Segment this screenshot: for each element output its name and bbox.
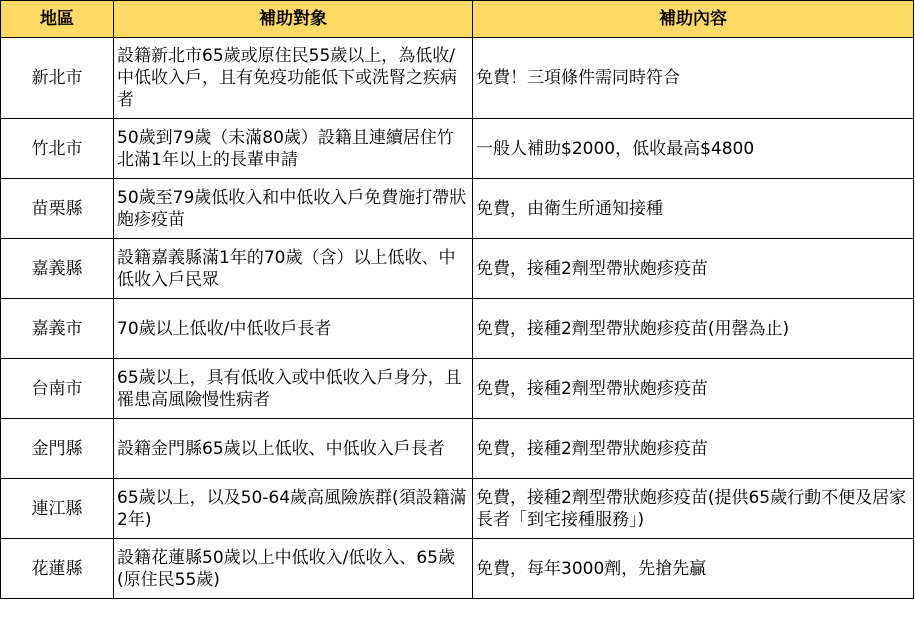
region-cell: 新北市 bbox=[1, 38, 114, 119]
content-cell: 免費，接種2劑型帶狀皰疹疫苗 bbox=[473, 359, 914, 419]
content-cell: 免費，接種2劑型帶狀皰疹疫苗 bbox=[473, 419, 914, 479]
target-cell: 50歲至79歲低收入和中低收入戶免費施打帶狀皰疹疫苗 bbox=[114, 179, 473, 239]
region-cell: 連江縣 bbox=[1, 479, 114, 539]
table-row bbox=[1, 119, 914, 179]
table-row bbox=[1, 359, 914, 419]
content-cell: 免費，接種2劑型帶狀皰疹疫苗 bbox=[473, 239, 914, 299]
region-cell: 竹北市 bbox=[1, 119, 114, 179]
table-row bbox=[1, 539, 914, 599]
region-cell: 苗栗縣 bbox=[1, 179, 114, 239]
content-cell: 免費，接種2劑型帶狀皰疹疫苗(提供65歲行動不便及居家長者「到宅接種服務」) bbox=[473, 479, 914, 539]
target-cell: 設籍新北市65歲或原住民55歲以上，為低收/中低收入戶，且有免疫功能低下或洗腎之疾病者 bbox=[114, 38, 473, 119]
table-row bbox=[1, 299, 914, 359]
table-row bbox=[1, 419, 914, 479]
region-cell: 嘉義縣 bbox=[1, 239, 114, 299]
target-cell: 65歲以上，以及50-64歲高風險族群(須設籍滿2年) bbox=[114, 479, 473, 539]
content-cell: 免費，接種2劑型帶狀皰疹疫苗(用罄為止) bbox=[473, 299, 914, 359]
target-cell: 50歲到79歲（未滿80歲）設籍且連續居住竹北滿1年以上的長輩申請 bbox=[114, 119, 473, 179]
region-cell: 金門縣 bbox=[1, 419, 114, 479]
table-row bbox=[1, 239, 914, 299]
table-row bbox=[1, 479, 914, 539]
content-cell: 免費！三項條件需同時符合 bbox=[473, 38, 914, 119]
table-row bbox=[1, 38, 914, 119]
table-row bbox=[1, 179, 914, 239]
target-cell: 設籍嘉義縣滿1年的70歲（含）以上低收、中低收入戶民眾 bbox=[114, 239, 473, 299]
target-cell: 設籍金門縣65歲以上低收、中低收入戶長者 bbox=[114, 419, 473, 479]
region-cell: 嘉義市 bbox=[1, 299, 114, 359]
region-cell: 花蓮縣 bbox=[1, 539, 114, 599]
target-cell: 設籍花蓮縣50歲以上中低收入/低收入、65歲(原住民55歲) bbox=[114, 539, 473, 599]
header-content: 補助內容 bbox=[473, 1, 914, 38]
table-header-row bbox=[1, 1, 914, 38]
region-cell: 台南市 bbox=[1, 359, 114, 419]
content-cell: 免費，由衛生所通知接種 bbox=[473, 179, 914, 239]
header-region: 地區 bbox=[1, 1, 114, 38]
header-target: 補助對象 bbox=[114, 1, 473, 38]
target-cell: 65歲以上，具有低收入或中低收入戶身分，且罹患高風險慢性病者 bbox=[114, 359, 473, 419]
target-cell: 70歲以上低收/中低收戶長者 bbox=[114, 299, 473, 359]
content-cell: 免費，每年3000劑，先搶先贏 bbox=[473, 539, 914, 599]
content-cell: 一般人補助$2000，低收最高$4800 bbox=[473, 119, 914, 179]
